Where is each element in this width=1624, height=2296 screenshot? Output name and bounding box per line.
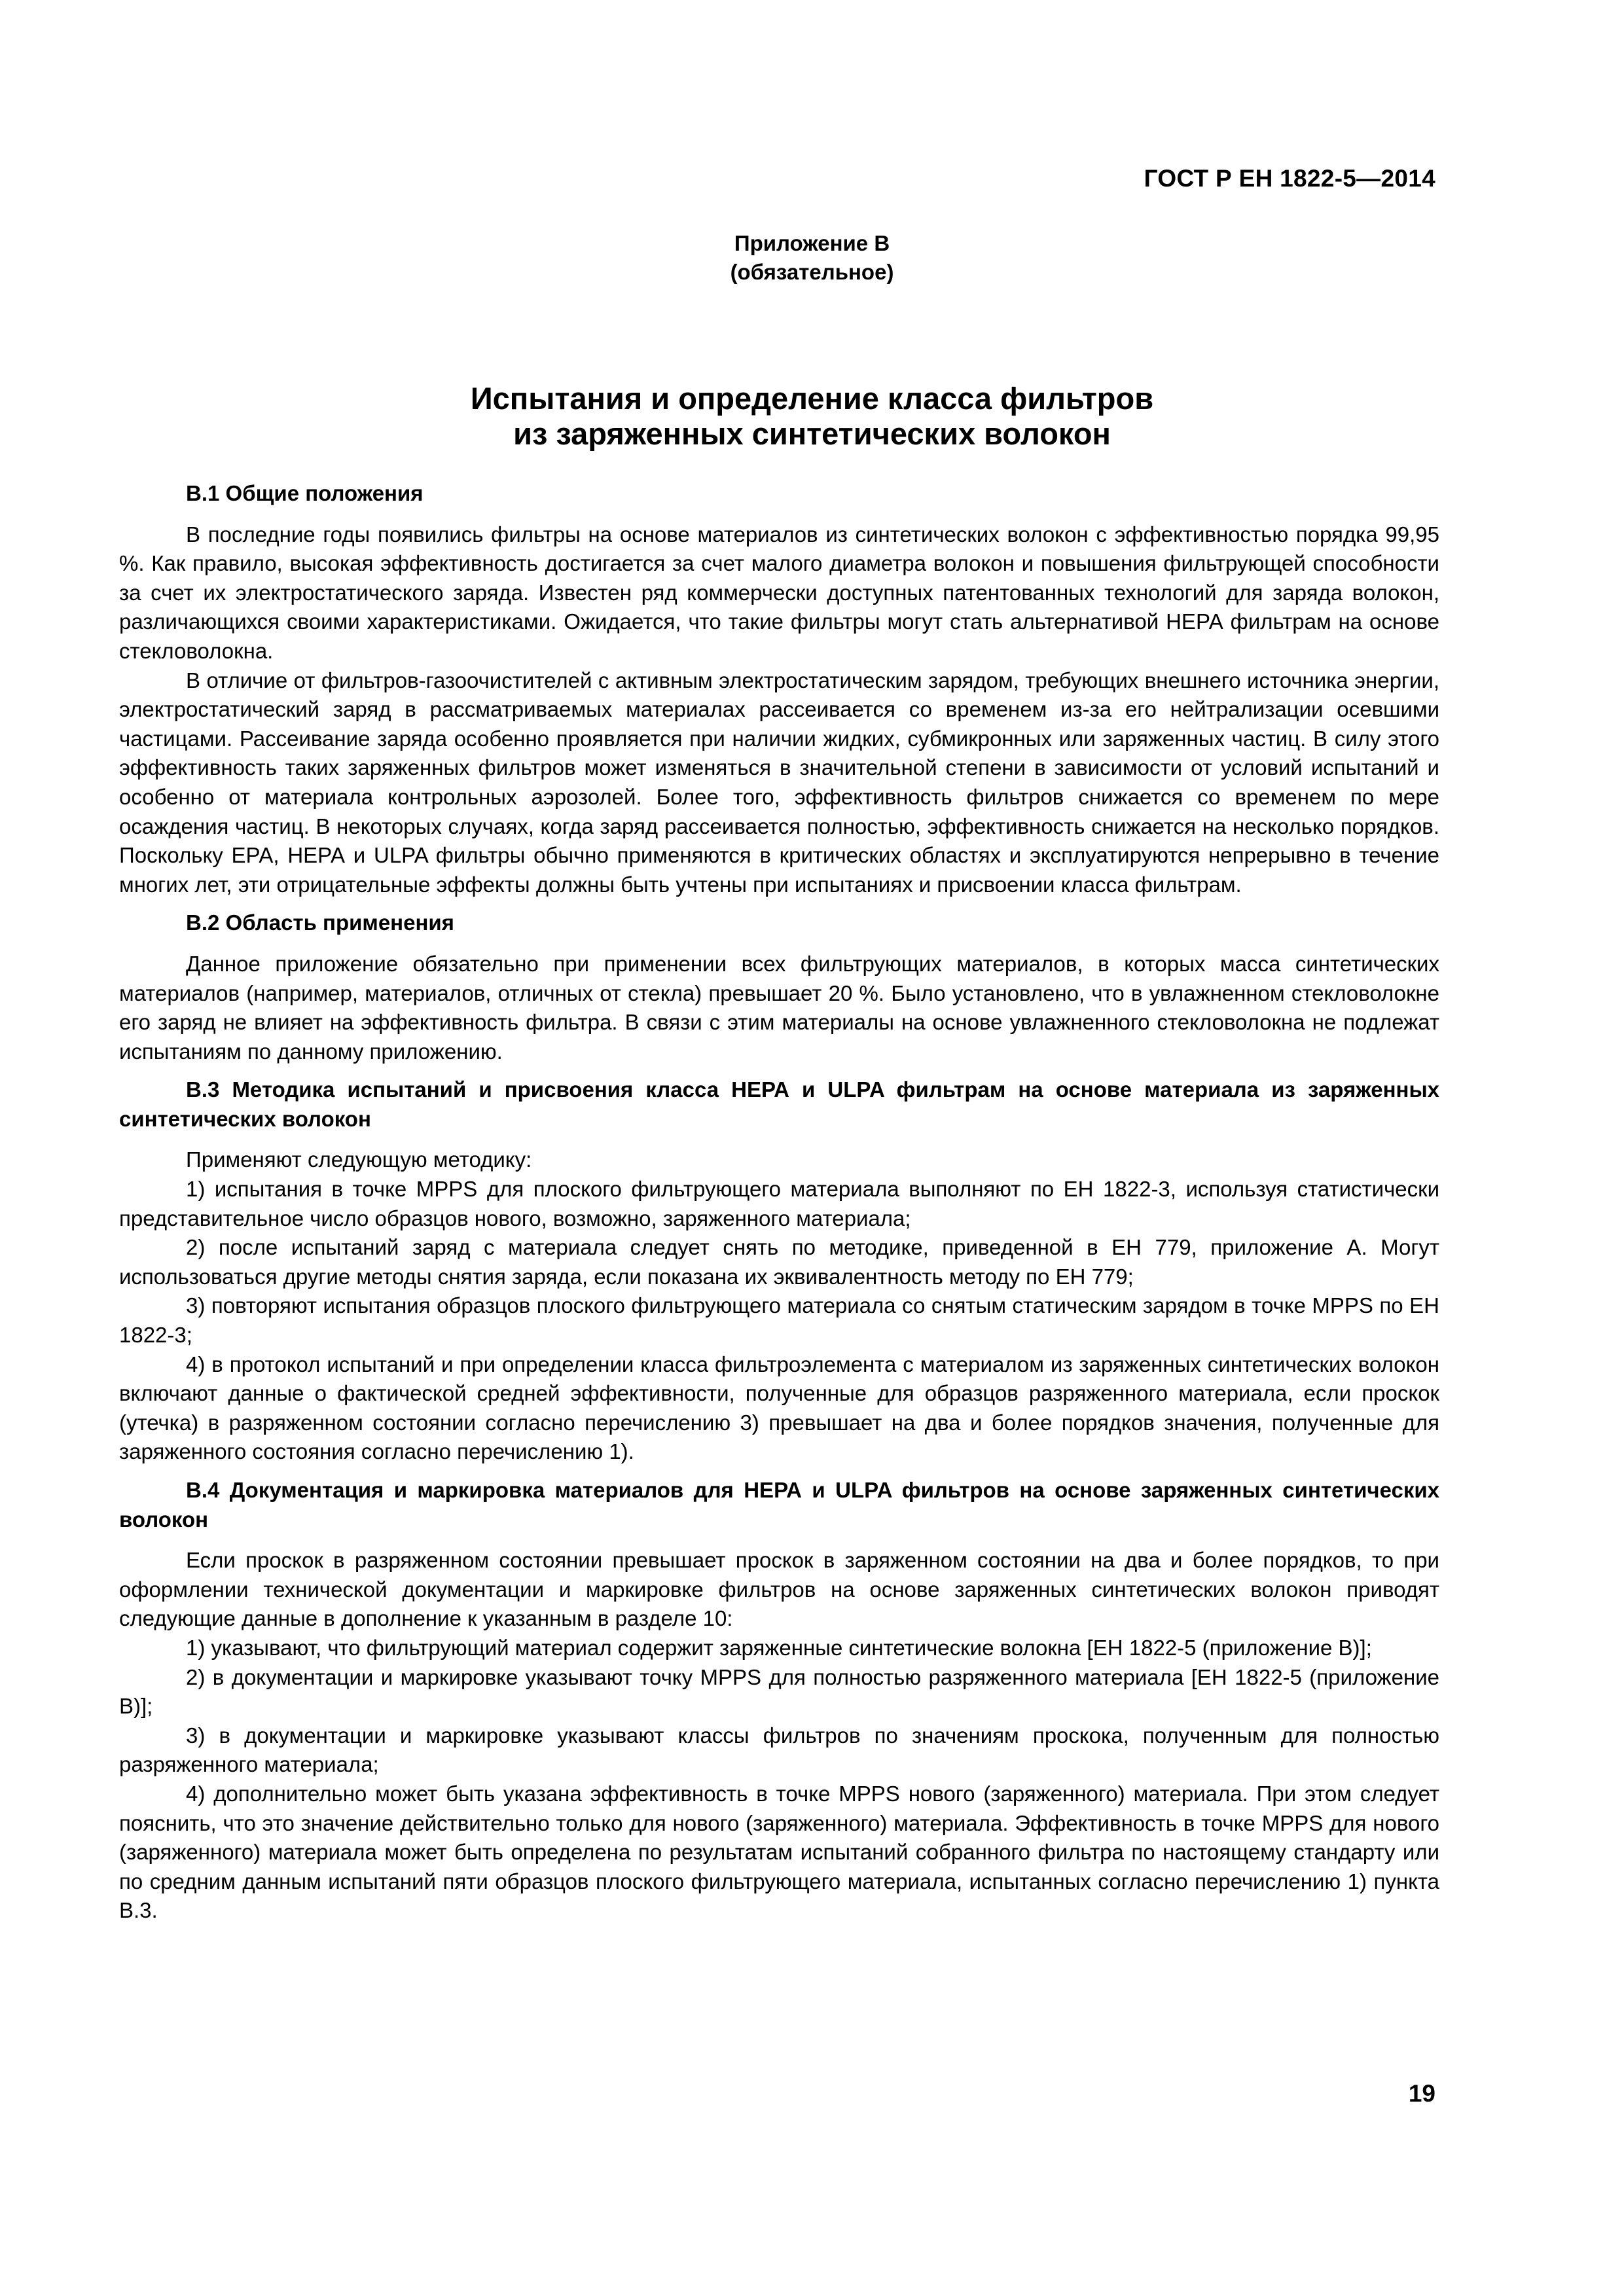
paragraph: Данное приложение обязательно при применении всех фильтрующих материалов, в которых масса синтетических материалов (например, материалов, отличных от стекла) превышает 20 %. Было установлено, что в увлажненном стекловолокне его заряд не влияет на эффективность фильтра. В связи с этим материалы на основе увлажненного стекловолокна не подлежат испытаниям по данному приложению.	[119, 951, 1439, 1064]
paragraph: В отличие от фильтров-газоочистителей с активным электростатическим зарядом, требующих внешнего источника энергии, электростатический заряд в рассматриваемых материалах рассеивается со временем из-за его нейтрализации осевшими частицами. Рассеивание заряда особенно проявляется при наличии жидких, субмикронных или заряженных частиц. В силу этого эффективность таких заряженных фильтров может изменяться в значительной степени в зависимости от условий испытаний и особенно от материала контрольных аэрозолей. Более того, эффективность фильтров снижается со временем по мере осаждения частиц. В некоторых случаях, когда заряд рассеивается полностью, эффективность снижается на несколько порядков. Поскольку ЕРА, НЕРА и ULPA фильтры обычно применяются в критических областях и эксплуатируются непрерывно в течение многих лет, эти отрицательные эффекты должны быть учтены при испытаниях и присвоении класса фильтрам.	[119, 668, 1439, 897]
page-number: 19	[1408, 2080, 1435, 2107]
title-line-1: Испытания и определение класса фильтров	[470, 381, 1154, 416]
list-item: 3) повторяют испытания образцов плоского фильтрующего материала со снятым статическим зарядом в точке MPPS по ЕН 1822-3;	[119, 1293, 1439, 1348]
appendix-label-block	[0, 229, 1624, 287]
section-heading-b3: В.3 Методика испытаний и присвоения класса НЕРА и ULPA фильтрам на основе материала из заряженных синтетических волокон	[119, 1077, 1439, 1131]
list-item: 4) дополнительно может быть указана эффективность в точке MPPS нового (заряженного) материала. При этом следует пояснить, что это значение действительно только для нового (заряженного) материала. Эффективность в точке MPPS для нового (заряженного) материала может быть определена по результатам испытаний собранного фильтра по настоящему стандарту или по средним данным испытаний пяти образцов плоского фильтрующего материала, испытанных согласно перечислению 1) пункта В.3.	[119, 1781, 1439, 1923]
document-code: ГОСТ Р ЕН 1822-5—2014	[1144, 165, 1435, 192]
appendix-status: (обязательное)	[730, 260, 894, 284]
list-item: 1) испытания в точке MPPS для плоского фильтрующего материала выполняют по ЕН 1822-3, используя статистически представительное число образцов нового, возможно, заряженного материала;	[119, 1177, 1439, 1230]
list-item: 4) в протокол испытаний и при определении класса фильтроэлемента с материалом из заряженных синтетических волокон включают данные о фактической средней эффективности, полученные для образцов разряженного материала, если проскок (утечка) в разряженном состоянии согласно перечислению 3) превышает на два и более порядков значения, полученные для заряженного состояния согласно перечислению 1).	[119, 1352, 1439, 1464]
section-heading-b1: В.1 Общие положения	[186, 481, 424, 505]
section-heading-b2: В.2 Область применения	[186, 910, 454, 935]
paragraph: Если проскок в разряженном состоянии превышает проскок в заряженном состоянии на два и более порядков, то при оформлении технической документации и маркировке фильтров на основе заряженных синтетических волокон приводят следующие данные в дополнение к указанным в разделе 10:	[119, 1548, 1439, 1631]
paragraph: Применяют следующую методику:	[186, 1147, 532, 1172]
paragraph: В последние годы появились фильтры на основе материалов из синтетических волокон с эффективностью порядка 99,95 %. Как правило, высокая эффективность достигается за счет малого диаметра волокон и повышения фильтрующей способности за счет их электростатического заряда. Известен ряд коммерчески доступных патентованных технологий для заряда волокон, различающихся своими характеристиками. Ожидается, что такие фильтры могут стать альтернативой НЕРА фильтрам на основе стекловолокна.	[119, 522, 1439, 663]
appendix-label: Приложение В	[734, 231, 890, 255]
list-item: 3) в документации и маркировке указывают классы фильтров по значениям проскока, полученным для полностью разряженного материала;	[119, 1723, 1439, 1777]
list-item: 1) указывают, что фильтрующий материал содержит заряженные синтетические волокна [ЕН 1822-5 (приложение В)];	[186, 1635, 1372, 1660]
section-heading-b4: В.4 Документация и маркировка материалов для НЕРА и ULPA фильтров на основе заряженных синтетических волокон	[119, 1478, 1439, 1532]
document-body	[119, 479, 1439, 1926]
list-item: 2) в документации и маркировке указывают точку MPPS для полностью разряженного материала [ЕН 1822-5 (приложение В)];	[119, 1664, 1439, 1719]
page-title	[0, 381, 1624, 452]
title-line-2: из заряженных синтетических волокон	[513, 416, 1111, 451]
list-item: 2) после испытаний заряд с материала следует снять по методике, приведенной в ЕН 779, приложение А. Могут использоваться другие методы снятия заряда, если показана их эквивалентность методу по ЕН 779;	[119, 1235, 1439, 1289]
